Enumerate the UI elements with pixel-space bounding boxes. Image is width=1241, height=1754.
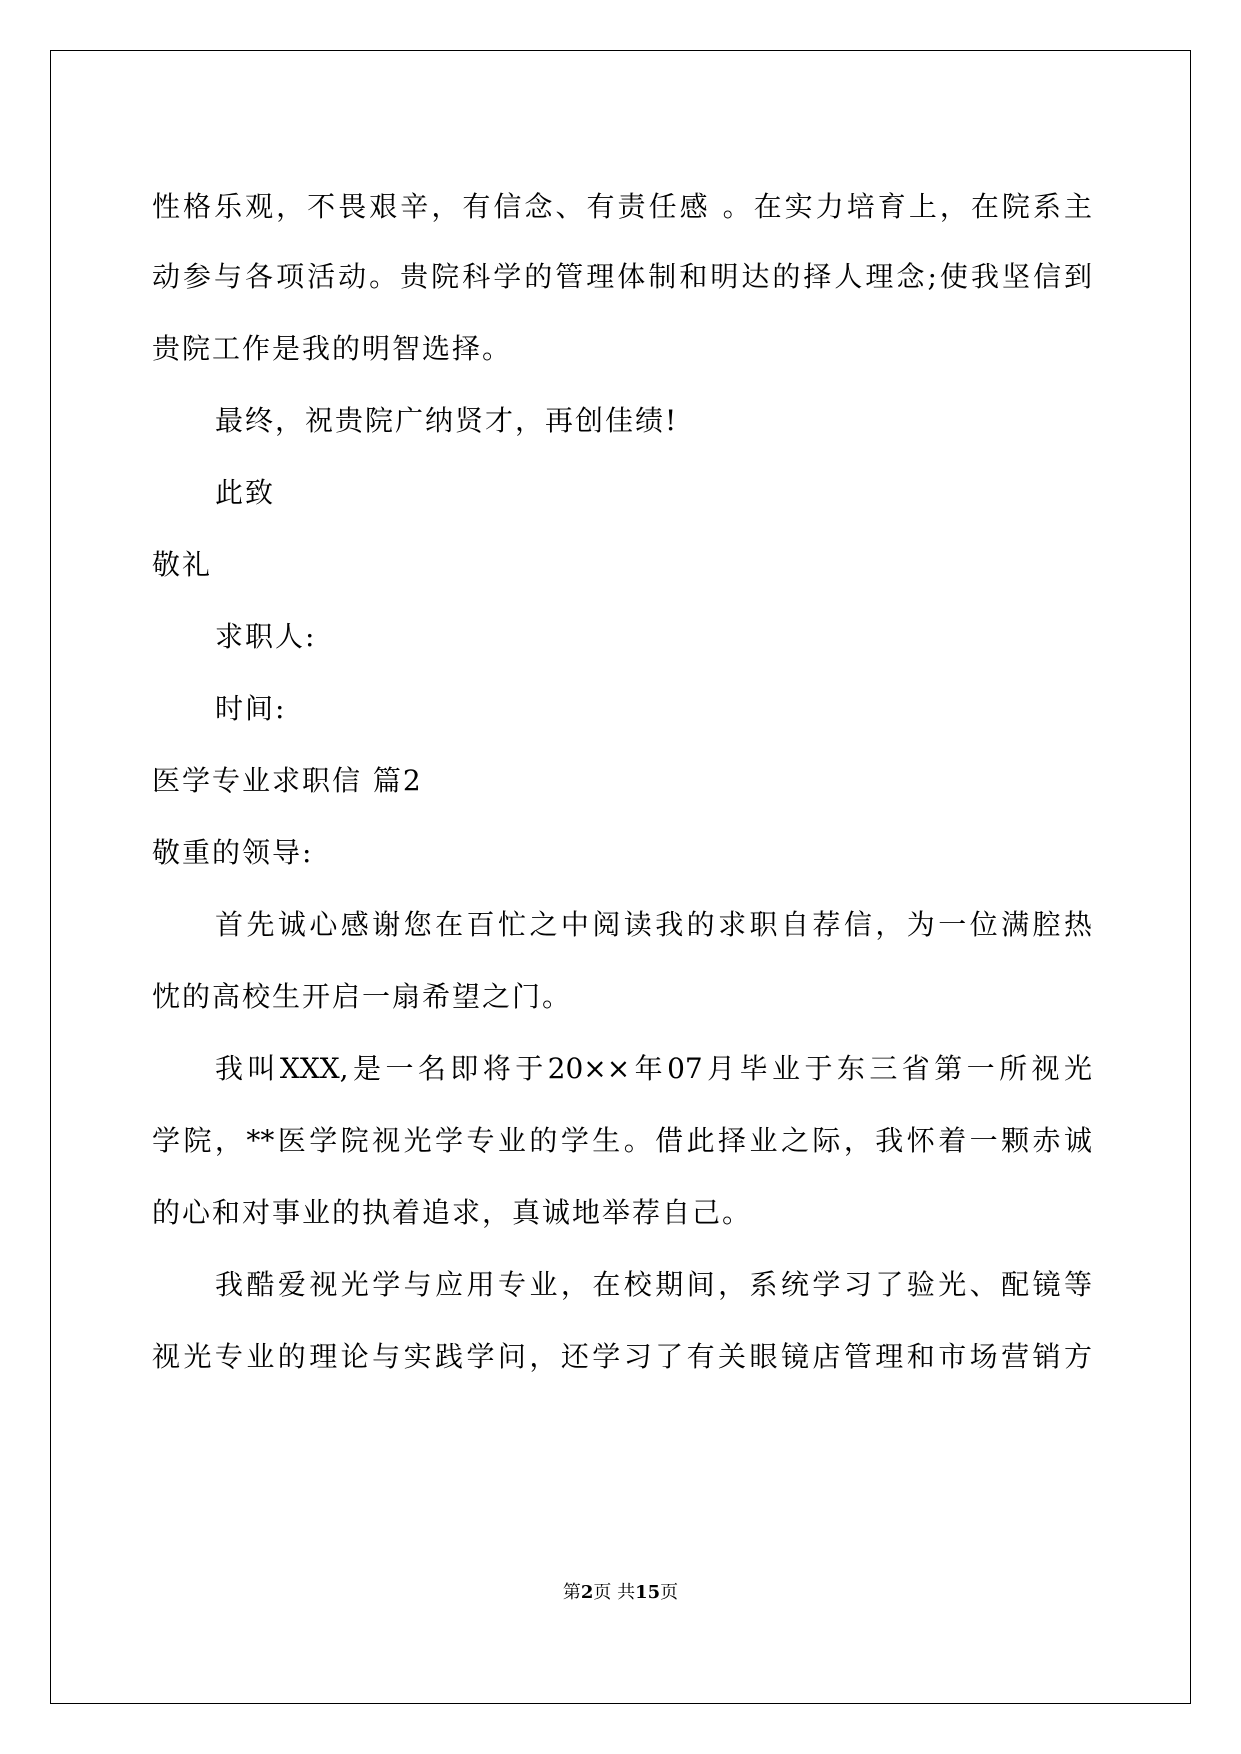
footer-page-current: 2 xyxy=(580,1582,594,1603)
section-heading: 医学专业求职信 篇2 xyxy=(152,764,423,797)
footer-page-prefix: 第 xyxy=(562,1582,581,1603)
footer-page-suffix: 页 xyxy=(660,1582,679,1603)
paragraph-line: 忱的高校生开启一扇希望之门。 xyxy=(152,980,573,1013)
applicant-label: 求职人: xyxy=(215,620,317,653)
page-footer xyxy=(0,1578,1241,1604)
paragraph-line: 动参与各项活动。贵院科学的管理体制和明达的择人理念;使我坚信到 xyxy=(152,260,1092,293)
paragraph-line: 贵院工作是我的明智选择。 xyxy=(152,332,513,365)
closing-salutation: 此致 xyxy=(215,476,276,509)
paragraph-line: 性格乐观，不畏艰辛，有信念、有责任感 。在实力培育上，在院系主 xyxy=(152,190,1092,223)
footer-page-mid: 页 共 xyxy=(593,1582,636,1603)
paragraph-line: 首先诚心感谢您在百忙之中阅读我的求职自荐信，为一位满腔热 xyxy=(215,908,1092,941)
paragraph-line: 学院，**医学院视光学专业的学生。借此择业之际，我怀着一颗赤诚 xyxy=(152,1124,1092,1157)
footer-page-total: 15 xyxy=(635,1582,661,1603)
paragraph-line: 我酷爱视光学与应用专业，在校期间，系统学习了验光、配镜等 xyxy=(215,1268,1092,1301)
date-label: 时间: xyxy=(215,692,287,725)
paragraph-line: 我叫XXX,是一名即将于20××年07月毕业于东三省第一所视光 xyxy=(215,1052,1092,1085)
closing-wish-line: 最终，祝贵院广纳贤才，再创佳绩! xyxy=(215,404,679,437)
greeting-line: 敬重的领导: xyxy=(152,836,314,869)
paragraph-line: 视光专业的理论与实践学问，还学习了有关眼镜店管理和市场营销方 xyxy=(152,1340,1092,1373)
paragraph-line: 的心和对事业的执着追求，真诚地举荐自己。 xyxy=(152,1196,753,1229)
closing-regards: 敬礼 xyxy=(152,548,213,581)
